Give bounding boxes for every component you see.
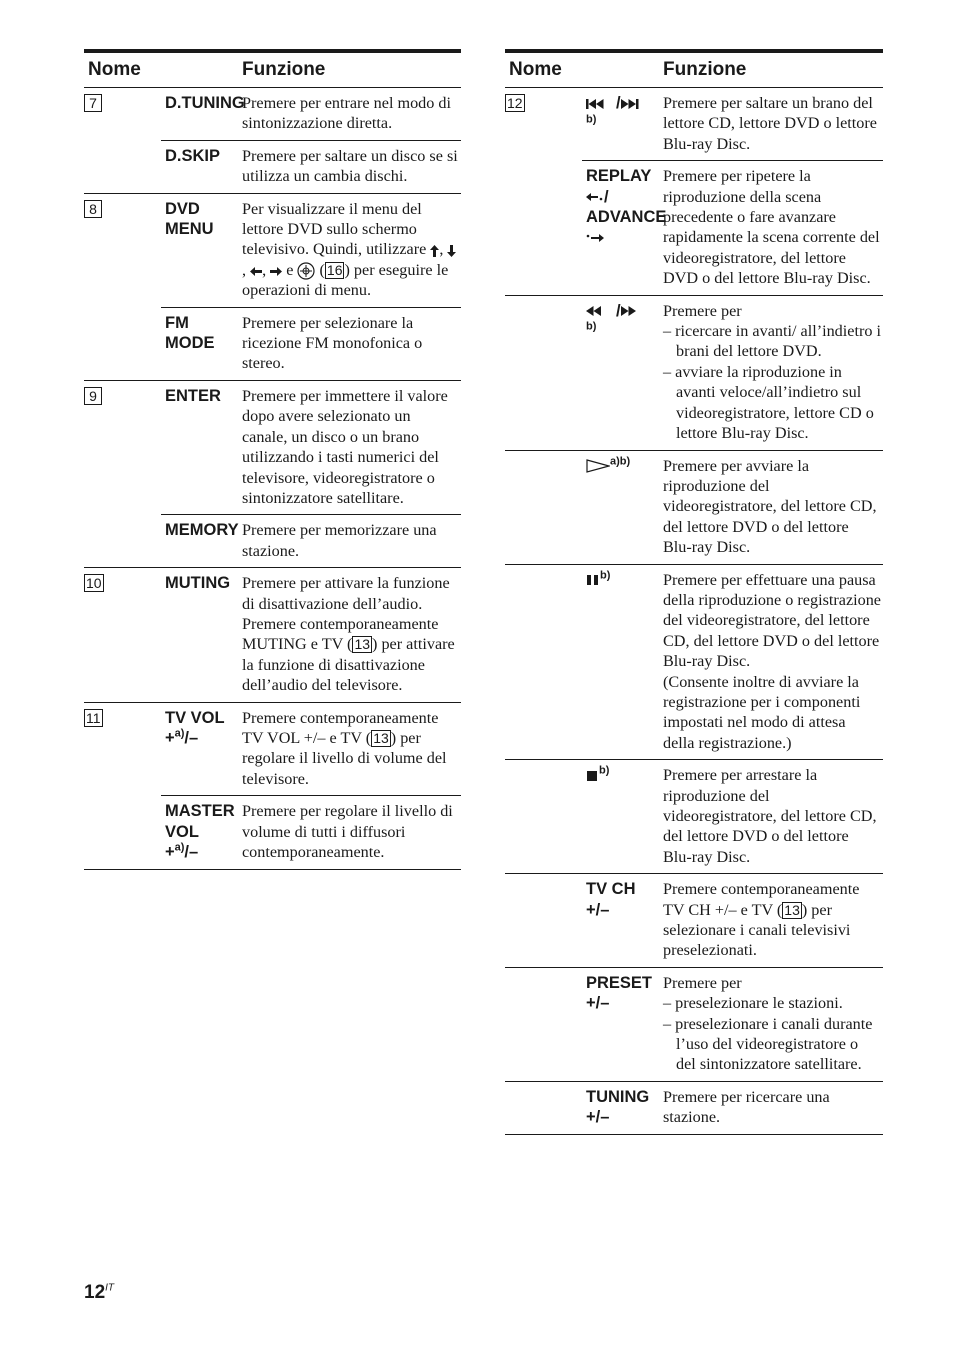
description-text: ) per selezionare i canali televisivi preselezionati. bbox=[663, 900, 851, 960]
description-text: Premere contemporaneamente TV VOL +/– e TV ( bbox=[242, 708, 439, 747]
item-number: 11 bbox=[86, 709, 101, 726]
item-number: 9 bbox=[84, 387, 102, 405]
description-text: Premere per attivare la funzione di disattivazione dell’audio. bbox=[242, 574, 450, 613]
button-name: MUTING bbox=[161, 568, 238, 702]
skip-previous-icon bbox=[586, 94, 616, 112]
button-name bbox=[582, 564, 659, 760]
function-description: Premere per ripetere la riproduzione della scena precedente o fare avanzare rapidamente la scena corrente del videoregistratore, del lettore DVD o del lettore Blu-ray Disc. bbox=[659, 161, 883, 295]
reference-number: 13 bbox=[784, 901, 800, 918]
function-description: Premere per regolare il livello di volume di tutti i diffusori contemporaneamente. bbox=[238, 796, 461, 870]
item-number: 10 bbox=[86, 575, 102, 592]
page-number: $12^{IT}$ bbox=[84, 1282, 115, 1303]
function-description: Premere per immettere il valore dopo avere selezionato un canale, un disco o un brano utilizzando i tasti numerici del televisore, videoregistratore o sintonizzatore satellitare. bbox=[238, 380, 461, 514]
description-text: ) per regolare il livello di volume del televisore. bbox=[242, 728, 447, 788]
description-text: ) per attivare la funzione di disattivazione dell’audio del televisore. bbox=[242, 635, 455, 695]
function-description: Premere per saltare un disco se si utilizza un cambia dischi. bbox=[238, 140, 461, 193]
function-description: Premere per saltare un brano del lettore CD, lettore DVD o lettore Blu-ray Disc. bbox=[663, 94, 877, 153]
advance-arrow-icon bbox=[586, 229, 604, 247]
footnote-mark: a) bbox=[174, 841, 185, 854]
description-text: Premere per bbox=[663, 973, 742, 992]
item-number: 7 bbox=[84, 94, 102, 112]
table-row bbox=[84, 515, 461, 568]
enter-circle-icon bbox=[297, 261, 315, 279]
pause-icon bbox=[586, 571, 600, 589]
button-name: TUNING +/– bbox=[582, 1081, 659, 1134]
footnote-mark: b) bbox=[586, 320, 597, 333]
list-item: – preselezionare le stazioni. bbox=[663, 994, 843, 1013]
table-row bbox=[505, 967, 883, 1081]
button-name: TV VOL +$^{a)}$/– bbox=[161, 702, 238, 796]
list-item: – preselezionare i canali durante l’uso del videoregistratore o del sintonizzatore satellitare. bbox=[663, 1014, 873, 1074]
left-column bbox=[84, 49, 461, 870]
table-row bbox=[84, 568, 461, 702]
table-row bbox=[84, 380, 461, 514]
button-name: DVD MENU bbox=[161, 193, 238, 307]
table-row bbox=[505, 161, 883, 295]
function-description: Premere per memorizzare una stazione. bbox=[238, 515, 461, 568]
table-row bbox=[505, 295, 883, 450]
header-name: Nome bbox=[84, 51, 238, 88]
function-description bbox=[238, 568, 461, 702]
table-row bbox=[505, 760, 883, 874]
table-row bbox=[84, 88, 461, 141]
button-name: MASTER VOL +$^{a)}$/– bbox=[161, 796, 238, 870]
function-description: Premere per arrestare la riproduzione del videoregistratore, del lettore CD, del lettore DVD o del lettore Blu-ray Disc. bbox=[659, 760, 883, 874]
header-name: Nome bbox=[505, 51, 659, 88]
button-name: PRESET +/– bbox=[582, 967, 659, 1081]
function-description: Premere per entrare nel modo di sintonizzazione diretta. bbox=[242, 94, 451, 133]
button-name: D.SKIP bbox=[161, 140, 238, 193]
list-item: – avviare la riproduzione in avanti veloce/all’indietro sul videoregistratore, lettore CD o lettore Blu-ray Disc. bbox=[663, 362, 874, 443]
function-description: Premere per avviare la riproduzione del videoregistratore, del lettore CD, del lettore DVD o del lettore Blu-ray Disc. bbox=[659, 450, 883, 564]
footnote-mark: b) bbox=[600, 569, 611, 582]
play-icon bbox=[586, 457, 610, 475]
button-name: MEMORY bbox=[161, 515, 238, 568]
table-row bbox=[505, 564, 883, 760]
button-name: /$^{b)}$ bbox=[582, 295, 659, 450]
item-number: 8 bbox=[84, 200, 102, 218]
function-description bbox=[238, 702, 461, 796]
table-row bbox=[505, 874, 883, 968]
arrow-right-icon bbox=[270, 261, 282, 279]
description-text: (Consente inoltre di avviare la registrazione per i componenti impostati nel modo di attesa della registrazione.) bbox=[663, 672, 861, 752]
function-description: Premere per selezionare la ricezione FM monofonica o stereo. bbox=[238, 307, 461, 380]
button-name: FM MODE bbox=[161, 307, 238, 380]
right-function-table bbox=[505, 49, 883, 1135]
function-description: Premere per ricercare una stazione. bbox=[659, 1081, 883, 1134]
stop-icon bbox=[586, 766, 599, 784]
table-row bbox=[84, 307, 461, 380]
table-row bbox=[505, 450, 883, 564]
footnote-mark: b) bbox=[599, 764, 610, 777]
button-name bbox=[582, 760, 659, 874]
right-column bbox=[505, 49, 883, 1135]
footnote-mark: a) bbox=[174, 727, 185, 740]
header-function: Funzione bbox=[238, 51, 461, 88]
description-text: Premere per bbox=[663, 301, 742, 320]
table-row bbox=[84, 796, 461, 870]
reference-number: 13 bbox=[354, 636, 371, 653]
table-row bbox=[84, 702, 461, 796]
arrow-down-icon bbox=[447, 240, 456, 258]
left-function-table bbox=[84, 49, 461, 870]
button-name: D.TUNING bbox=[165, 94, 245, 112]
button-name bbox=[582, 450, 659, 564]
button-name: ENTER bbox=[161, 380, 238, 514]
button-name: REPLAY / ADVANCE bbox=[582, 161, 659, 295]
item-number: 12 bbox=[507, 95, 523, 111]
description-text: e bbox=[286, 260, 294, 279]
header-function: Funzione bbox=[659, 51, 883, 88]
description-text: Premere per effettuare una pausa della riproduzione o registrazione del videoregistratore, del lettore CD, del lettore DVD o del lettore Blu-ray Disc. bbox=[663, 570, 881, 671]
description-text: Premere contemporaneamente MUTING e TV ( bbox=[242, 614, 439, 654]
function-description bbox=[659, 874, 883, 968]
function-description bbox=[659, 967, 883, 1081]
function-description bbox=[659, 564, 883, 760]
table-row bbox=[505, 88, 883, 161]
table-row bbox=[84, 193, 461, 307]
function-description: Per visualizzare il menu del lettore DVD sullo schermo televisivo. Quindi, utilizzare , , , e ( 16 ) per eseguire le operazioni di menu. bbox=[238, 193, 461, 307]
fast-forward-icon bbox=[621, 302, 651, 320]
reference-number: 16 bbox=[326, 261, 343, 278]
rewind-icon bbox=[586, 302, 616, 320]
arrow-up-icon bbox=[430, 240, 439, 258]
list-item: – ricercare in avanti/ all’indietro i brani del lettore DVD. bbox=[663, 322, 881, 361]
description-text: per eseguire le operazioni di menu. bbox=[242, 260, 449, 300]
footnote-mark: a)b) bbox=[610, 455, 631, 467]
footnote-mark: b) bbox=[586, 113, 597, 125]
arrow-left-icon bbox=[250, 261, 262, 279]
page-language: IT bbox=[105, 1282, 115, 1294]
replay-arrow-icon bbox=[586, 188, 604, 206]
function-description bbox=[659, 295, 883, 450]
description-text: Premere contemporaneamente TV CH +/– e TV ( bbox=[663, 880, 860, 919]
skip-next-icon bbox=[621, 94, 651, 112]
button-name: /$^{b)}$ bbox=[582, 88, 659, 161]
table-row bbox=[84, 140, 461, 193]
reference-number: 13 bbox=[373, 729, 389, 746]
table-row bbox=[505, 1081, 883, 1134]
description-text: Per visualizzare il menu del lettore DVD sullo schermo televisivo. Quindi, utilizzare bbox=[242, 199, 427, 259]
button-name: TV CH +/– bbox=[582, 874, 659, 968]
